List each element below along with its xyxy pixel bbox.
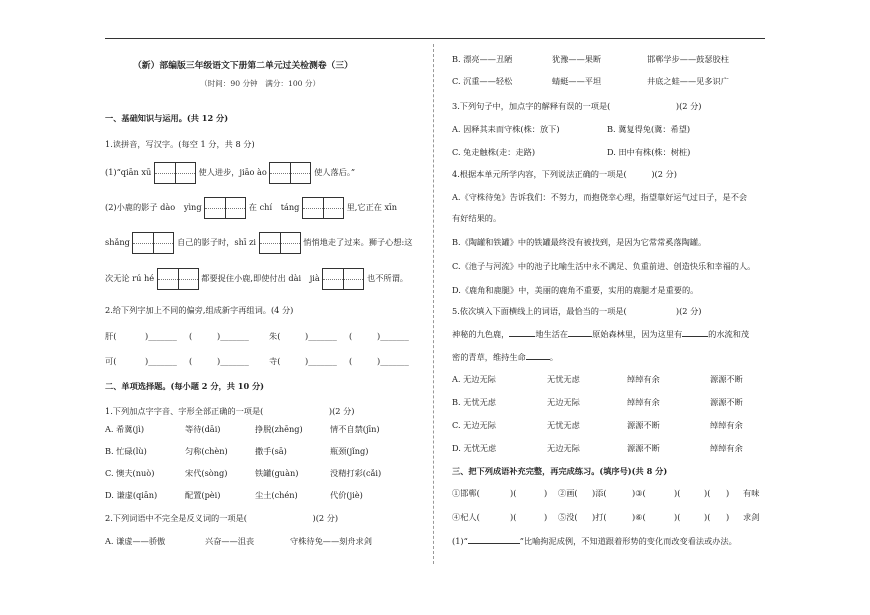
section3-heading: 三、把下列成语补充完整，再完成练习。(填序号)(共 8 分) <box>452 466 668 476</box>
pinyin-line-1: (1)“qiān xū 使人进步，jiāo ào 使人落后。” <box>105 162 355 184</box>
s2-q4-option-c[interactable]: C.《池子与河流》中的池子比喻生活中永不满足、负重前进、创造快乐和幸福的人。 <box>452 261 756 271</box>
s2-q5-option-a[interactable]: A. 无边无际 无忧无虑 绰绰有余 源源不断 <box>452 374 743 384</box>
exam-subtitle: （时间：90 分钟 满分：100 分） <box>200 79 321 88</box>
pinyin-line-4: 次无论 rú hé 都要捉住小鹿,即使付出 dài jià 也不所谓。 <box>105 268 408 290</box>
s2-q3-options-ab[interactable]: A. 因释其耒而守株(株：放下) B. 冀复得兔(冀：希望) <box>452 124 691 134</box>
char-grid[interactable] <box>204 197 246 219</box>
fill-blank[interactable] <box>509 327 535 337</box>
s2-q3-stem: 3.下列句子中，加点字的解释有误的一项是( )(2 分) <box>452 101 702 111</box>
s2-q5-passage-line1: 神秘的九色鹿， 地生活在 原始森林里，因为这里有 的水流和茂 <box>452 329 750 339</box>
fill-blank[interactable] <box>682 327 708 337</box>
q1-stem: 1.读拼音，写汉字。(每空 1 分，共 8 分) <box>105 139 255 149</box>
s2-q5-option-d[interactable]: D. 无忧无虑 无边无际 源源不断 绰绰有余 <box>452 443 743 453</box>
char-grid[interactable] <box>259 232 301 254</box>
s2-q2-stem: 2.下列词语中不完全是反义词的一项是( )(2 分) <box>105 513 339 523</box>
char-grid[interactable] <box>322 268 364 290</box>
radical-row-2: 可( )_______ ( )_______ 寺( )_______ ( )_______ <box>105 356 409 366</box>
s2-q2-option-b[interactable]: B. 漂亮——丑陋 犹豫——果断 邯郸学步——鼓瑟胶柱 <box>452 54 729 64</box>
radical-row-1: 肝( )_______ ( )_______ 朱( )_______ ( )_______ <box>105 331 409 341</box>
char-grid[interactable] <box>269 162 311 184</box>
char-grid[interactable] <box>154 162 196 184</box>
char-grid[interactable] <box>132 232 174 254</box>
option-row-a[interactable]: A. 希冀(jì) 等待(dāi) 挣脱(zhēng) 情不自禁(jīn) <box>105 424 380 434</box>
fill-blank[interactable] <box>568 327 592 337</box>
fill-blank[interactable] <box>526 350 550 360</box>
pinyin-line-3: shǎng 自己的影子时，shī zi 悄悄地走了过来。狮子心想:这 <box>105 232 412 254</box>
s2-q1-stem: 1.下列加点字字音、字形全部正确的一项是( )(2 分) <box>105 406 355 416</box>
option-row-d[interactable]: D. 谦虚(qiān) 配置(pèi) 尘土(chén) 代价(jiè) <box>105 490 363 500</box>
s2-q4-option-a-line2: 有好结果的。 <box>452 213 502 223</box>
s2-q2-option-a[interactable]: A. 谦虚——骄傲 兴奋——沮丧 守株待兔——刻舟求剑 <box>105 536 372 546</box>
s2-q4-stem: 4.根据本单元所学内容，下列说法正确的一项是( )(2 分) <box>452 169 677 179</box>
section2-heading: 二、单项选择题。(每小题 2 分，共 10 分) <box>105 381 265 391</box>
s2-q2-option-c[interactable]: C. 沉重——轻松 蜻蜓——平坦 井底之蛙——见多识广 <box>452 76 729 86</box>
option-row-b[interactable]: B. 忙碌(lù) 匀称(chèn) 撒手(sā) 瓶颈(jǐng) <box>105 446 369 456</box>
s2-q5-option-b[interactable]: B. 无忧无虑 无边无际 绰绰有余 源源不断 <box>452 397 743 407</box>
s2-q5-stem: 5.依次填入下面横线上的词语，最恰当的一项是( )(2 分) <box>452 306 702 316</box>
top-rule <box>105 38 765 39</box>
option-row-c[interactable]: C. 懊夫(nuò) 宋代(sòng) 铁罐(guàn) 没精打彩(cǎi) <box>105 468 382 478</box>
char-grid[interactable] <box>302 197 344 219</box>
fill-blank[interactable] <box>468 534 520 544</box>
s2-q4-option-d[interactable]: D.《鹿角和鹿腿》中，美丽的鹿角不重要，实用的鹿腿才是重要的。 <box>452 285 699 295</box>
s2-q3-options-cd[interactable]: C. 兔走触株(走：走路) D. 田中有株(株：树桩) <box>452 147 691 157</box>
section1-heading: 一、基础知识与运用。(共 12 分) <box>105 113 229 123</box>
idiom-row-1: ①邯郸( )( ) ②画( )添( )③( )( )( ) 有味 <box>452 488 760 498</box>
s2-q4-option-a-line1[interactable]: A.《守株待兔》告诉我们：不努力，而抱侥幸心理，指望靠好运气过日子，是不会 <box>452 192 748 202</box>
s2-q4-option-b[interactable]: B.《陶罐和铁罐》中的铁罐最终没有被找到，是因为它常常奚落陶罐。 <box>452 237 707 247</box>
column-divider <box>433 44 434 564</box>
s3-q1: (1)“ ”比喻拘泥成例，不知道跟着形势的变化而改变看法或办法。 <box>452 536 737 546</box>
s2-q5-option-c[interactable]: C. 无边无际 无忧无虑 源源不断 绰绰有余 <box>452 420 743 430</box>
exam-title: （新）部编版三年级语文下册第二单元过关检测卷（三） <box>133 61 353 71</box>
s2-q5-passage-line2: 密的青草，维持生命 。 <box>452 352 558 362</box>
pinyin-line-2: (2)小鹿的影子 dào yìng 在 chí táng 里,它正在 xīn <box>105 197 397 219</box>
q2-stem: 2.给下列字加上不同的偏旁,组成新字再组词。(4 分) <box>105 305 294 315</box>
idiom-row-2: ④杞人( )( ) ⑤没( )打( )⑥( )( )( ) 求剑 <box>452 512 760 522</box>
char-grid[interactable] <box>157 268 199 290</box>
